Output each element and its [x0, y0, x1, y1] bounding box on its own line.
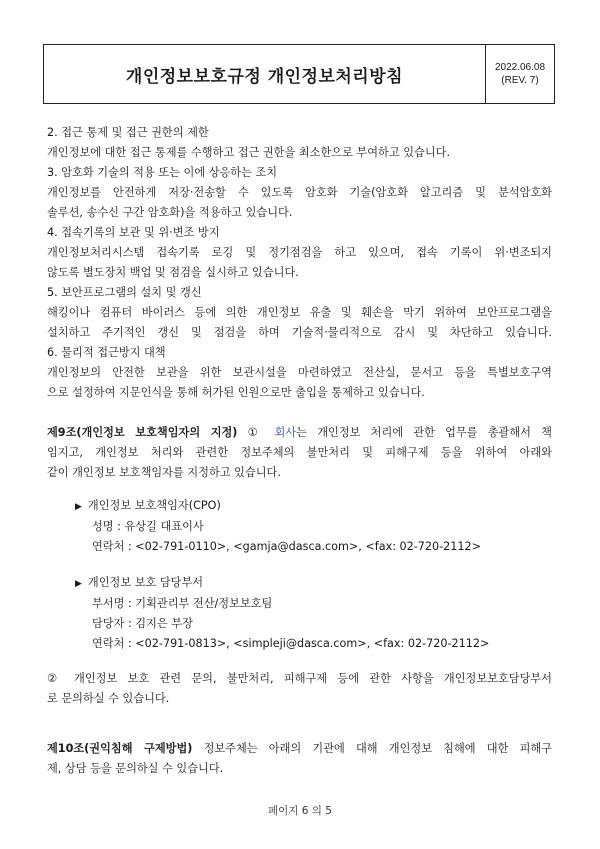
- cpo-title: 개인정보 보호책임자(CPO): [87, 499, 221, 512]
- measure-text-2: 개인정보에 대한 접근 통제를 수행하고 접근 권한을 최소한으로 부여하고 있습니다.: [47, 146, 451, 159]
- measure-text-6b: 으로 설정하여 지문인식을 통해 허가된 인원으로만 출입을 통제하고 있습니다.: [47, 386, 425, 399]
- article-9-line-1: [47, 423, 552, 443]
- measure-text-5b: 설치하고 주기적인 갱신 및 점검을 하며 기술적·물리적으로 감시 및 차단하고 있습니다.: [47, 326, 552, 339]
- measure-heading-5: 5. 보안프로그램의 설치 및 갱신: [47, 286, 202, 299]
- document-header: [43, 44, 555, 104]
- article-10-line-1-rest: 정보주체는 아래의 기관에 대해 개인정보 침해에 대한 피해구: [192, 742, 552, 755]
- cpo-title-row: [47, 496, 552, 517]
- revision-date: 2022.06.08: [494, 62, 546, 73]
- revision-number: (REV. 7): [501, 75, 539, 86]
- article-9-heading: 제9조(개인정보 보호책임자의 지정): [47, 426, 238, 439]
- measure-heading-6: 6. 물리적 접근방지 대책: [47, 346, 166, 359]
- article-9-circle-number: ①: [247, 426, 265, 439]
- measure-text-3b: 솔루션, 송수신 구간 암호화)을 적용하고 있습니다.: [47, 206, 293, 219]
- measure-heading-4: 4. 접속기록의 보관 및 위·변조 방지: [47, 226, 220, 239]
- company-link[interactable]: 회사: [274, 426, 297, 439]
- measure-text-4b: 않도록 별도장치 백업 및 점검을 실시하고 있습니다.: [47, 266, 299, 279]
- manager-contact: 연락처 : <02-791-0813>, <simpleji@dasca.com>, <fax: 02-720-2112>: [92, 637, 490, 650]
- security-measures-section: [47, 123, 552, 403]
- measure-text-5a: 해킹이나 컴퓨터 바이러스 등에 의한 개인정보 유출 및 훼손을 막기 위하여 보안프로그램을: [47, 306, 552, 319]
- cpo-name: 성명 : 유상길 대표이사: [92, 520, 204, 533]
- measure-heading-2: 2. 접근 통제 및 접근 권한의 제한: [47, 126, 209, 139]
- cpo-contact: 연락처 : <02-791-0110>, <gamja@dasca.com>, <fax: 02-720-2112>: [92, 540, 482, 553]
- article-9-para-2: [47, 669, 552, 709]
- para-2-line-1: ② 개인정보 보호 관련 문의, 불만처리, 피해구제 등에 관한 사항을 개인정보보호담당부서: [47, 672, 552, 685]
- article-9-line-1-rest: 는 개인정보 처리에 관한 업무를 총괄해서 책: [296, 426, 552, 439]
- manager-block: [47, 573, 552, 654]
- measure-text-3a: 개인정보를 안전하게 저장·전송할 수 있도록 암호화 기술(암호화 알고리즘 및 분석암호화: [47, 186, 552, 199]
- cpo-block: [47, 496, 552, 557]
- measure-text-6a: 개인정보의 안전한 보관을 위한 보관시설을 마련하였고 전산실, 문서고 등을 특별보호구역: [47, 366, 552, 379]
- para-2-line-2: 로 문의하실 수 있습니다.: [47, 692, 170, 705]
- revision-box: [486, 45, 554, 103]
- article-10: [47, 739, 552, 779]
- article-9-line-2: 임지고, 개인정보 처리와 관련한 정보주체의 불만처리 및 피해구제 등을 위하여 아래와: [47, 446, 552, 459]
- document-title: 개인정보보호규정 개인정보처리방침: [44, 45, 486, 103]
- article-9: [47, 423, 552, 483]
- measure-heading-3: 3. 암호화 기술의 적용 또는 이에 상응하는 조치: [47, 166, 278, 179]
- page-number: 페이지 6 의 5: [268, 805, 332, 817]
- measure-text-4a: 개인정보처리시스템 접속기록 로깅 및 정기점검을 하고 있으며, 접속 기록이 위·변조되지: [47, 246, 552, 259]
- triangle-right-icon: ▶: [75, 502, 82, 512]
- manager-title: 개인정보 보호 담당부서: [87, 576, 204, 589]
- article-10-line-2: 제, 상담 등을 문의하실 수 있습니다.: [47, 762, 224, 775]
- article-10-heading: 제10조(권익침해 구제방법): [47, 742, 193, 755]
- article-9-line-3: 같이 개인정보 보호책임자를 지정하고 있습니다.: [47, 466, 281, 479]
- manager-person: 담당자 : 김지은 부장: [92, 617, 193, 630]
- manager-title-row: [47, 573, 552, 594]
- triangle-right-icon: ▶: [75, 579, 82, 589]
- manager-dept: 부서명 : 기획관리부 전산/정보보호팀: [92, 597, 273, 610]
- article-10-line-1: [47, 739, 552, 759]
